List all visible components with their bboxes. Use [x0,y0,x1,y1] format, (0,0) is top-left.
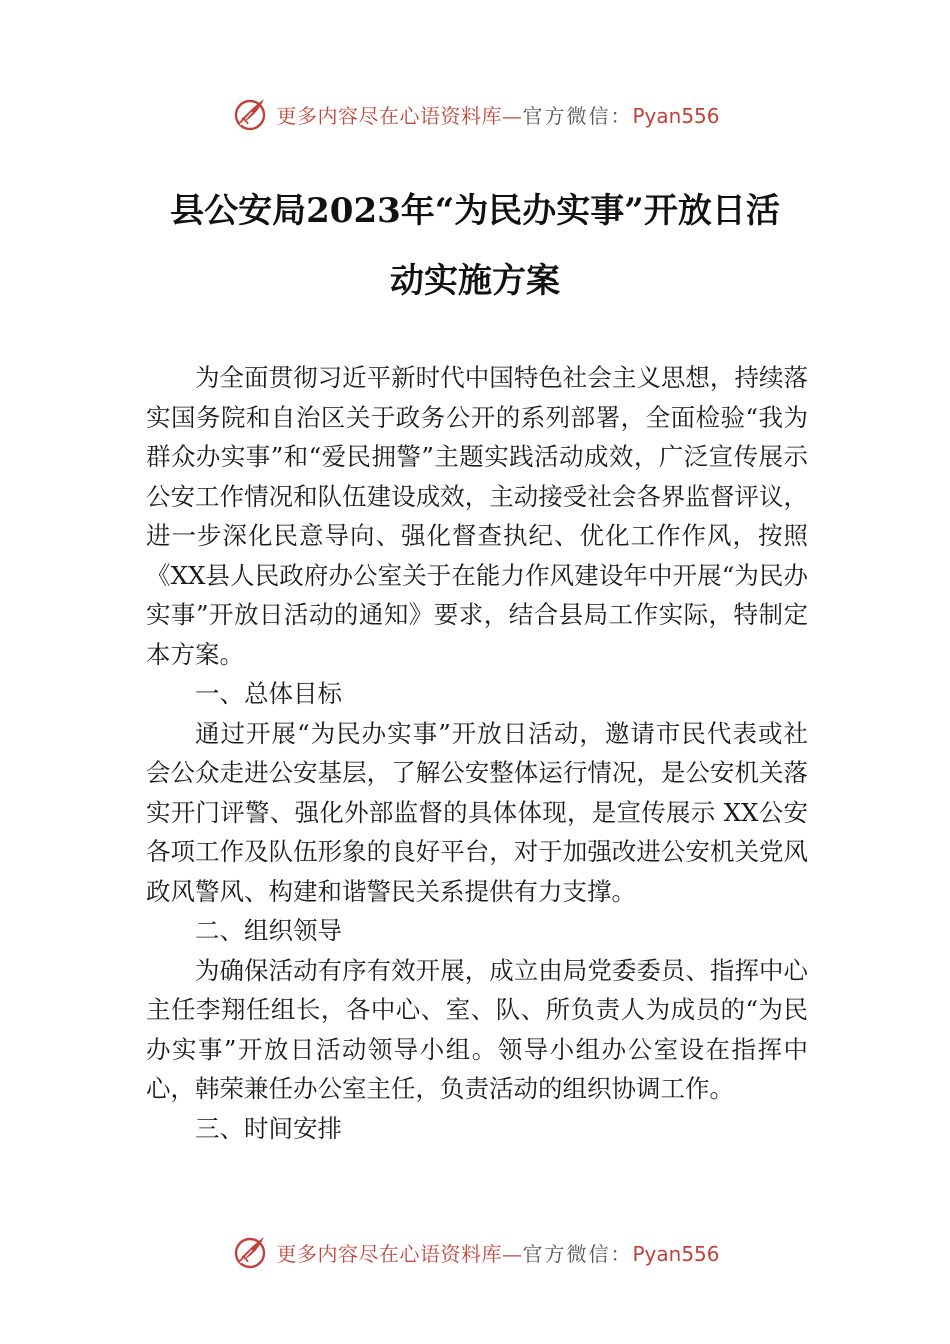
document-body [146,358,808,1148]
banner-separator: — [501,103,523,128]
banner-prefix: 更多内容尽在心语资料库 [276,1241,502,1266]
quill-seal-icon [230,1232,270,1272]
intro-paragraph: 为全面贯彻习近平新时代中国特色社会主义思想，持续落实国务院和自治区关于政务公开的系列部署，全面检验“我为群众办实事”和“爱民拥警”主题实践活动成效，广泛宣传展示公安工作情况和队伍建设成效，主动接受社会各界监督评议，进一步深化民意导向、强化督查执纪、优化工作作风，按照《XX县人民政府办公室关于在能力作风建设年中开展“为民办实事”开放日活动的通知》要求，结合县局工作实际，特制定本方案。 [146,363,808,669]
section-heading-schedule: 三、时间安排 [195,1113,342,1143]
section-heading-goals: 一、总体目标 [195,679,342,708]
document-title-line1: 县公安局2023年“为民办实事”开放日活 [170,191,780,231]
banner-text [276,100,719,129]
banner-separator: — [501,1241,523,1266]
section-heading-leadership: 二、组织领导 [195,916,342,945]
banner-wechat-label: 官方微信： [522,1241,633,1266]
leadership-paragraph: 为确保活动有序有效开展，成立由局党委委员、指挥中心主任李翔任组长，各中心、室、队、所负责人为成员的“为民办实事”开放日活动领导小组。领导小组办公室设在指挥中心，韩荣兼任办公室主任，负责活动的组织协调工作。 [146,955,808,1103]
banner-wechat-label: 官方微信： [522,103,633,128]
document-title-line2: 动实施方案 [390,261,560,301]
quill-seal-icon [230,94,270,134]
banner-wechat-id: Pyan556 [632,1241,720,1266]
goals-paragraph: 通过开展“为民办实事”开放日活动，邀请市民代表或社会公众走进公安基层，了解公安整体运行情况，是公安机关落实开门评警、强化外部监督的具体体现，是宣传展示 XX公安各项工作及队伍形象的良好平台，对于加强改进公安机关党风政风警风、构建和谐警民关系提供有力支撑。 [146,718,808,906]
banner-text [276,1238,719,1267]
banner-prefix: 更多内容尽在心语资料库 [276,103,502,128]
header-banner [0,92,950,136]
footer-banner [0,1230,950,1274]
banner-wechat-id: Pyan556 [632,103,720,128]
